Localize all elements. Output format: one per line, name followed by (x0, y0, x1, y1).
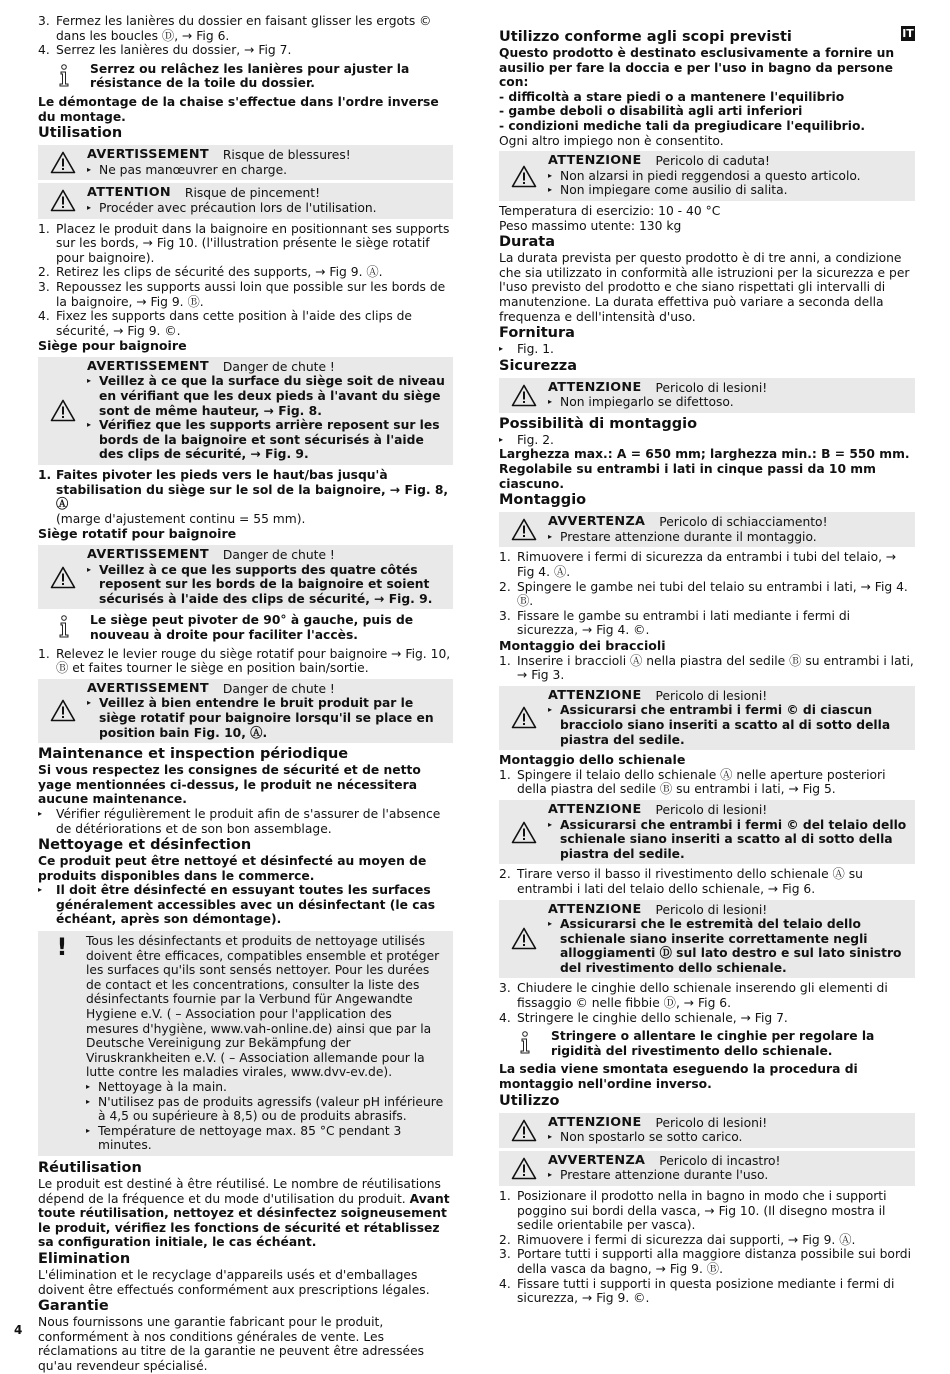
warning-triangle-icon (38, 148, 87, 177)
caution-box: ATTENZIONE Pericolo di lesioni! ▸ Non spostarlo se sotto carico. (499, 1113, 915, 1148)
warning-triangle-icon (38, 186, 87, 215)
warning-box: AVVERTENZA Pericolo di incastro! ▸ Prestare attenzione durante l'uso. (499, 1151, 915, 1186)
heading-montaggio: Montaggio (499, 492, 587, 509)
caution-box: ATTENTION Risque de pincement! ▸ Procéder avec précaution lors de l'utilisation. (38, 183, 453, 218)
list-item: 1. Rimuovere i fermi di sicurezza da entrambi i tubi del telaio, → Fig 4. Ⓐ. (499, 550, 897, 580)
language-tag: IT (902, 27, 914, 40)
warning-triangle-icon (499, 689, 548, 747)
heading-utilisation: Utilisation (38, 125, 123, 142)
caution-box: ATTENZIONE Pericolo di caduta! ▸ Non alzarsi in piedi reggendosi a questo articolo. ▸ Non impiegare come ausilio di salita. (499, 151, 915, 201)
heading-schienale: Montaggio dello schienale (499, 752, 686, 768)
list-item: 4. Stringere le cinghie dello schienale, → Fig 7. (499, 1010, 788, 1025)
exclamation-icon: ! (56, 933, 68, 962)
warning-box: AVERTISSEMENT Danger de chute ! ▸ Veillez à bien entendre le bruit produit par le siège rotatif pour baignoire lorsqu'il se place en position bain Fig. 10, Ⓐ. (38, 679, 453, 743)
caution-box: ATTENZIONE Pericolo di lesioni! ▸ Non impiegarlo se difettoso. (499, 378, 915, 413)
heading-sicurezza: Sicurezza (499, 357, 577, 374)
info-note: Le siège peut pivoter de 90° à gauche, puis de nouveau à droite pour faciliter l'accès. (38, 613, 453, 642)
list-item: 3. Repoussez les supports aussi loin que possible sur les bords de la baignoire, → Fig 9. Ⓑ. (38, 279, 446, 309)
list-item: 4. Fixez les supports dans cette position à l'aide des clips de sécurité, → Fig 9. ©. (38, 309, 413, 338)
french-column: 3. Fermez les lanières du dossier en faisant glisser les ergots © dans les boucles Ⓓ, → Fig 6. 4. Serrez les lanières du dossier, → Fig 7. Serrez ou relâchez les lanières pour ajuster la résistance de la toile du dossier. Le démontage de la chaise s'effectue dans l'ordre inverse du montage. Utilisation AVERTISSEMENT Risque de blessures! ▸ Ne pas manœuvrer en charge. ATTENTION Risque de pincement! ▸ Procéder avec précaution lors de l'utilisation. 1. Placez le produit dans la baignoire en positionnant ses supports sur les bords, → Fig 10. (l'illustration présente le siège rotatif pour baignoire). 2. Retirez les clips de sécurité des supports, → Fig 9. Ⓐ. 3. Repoussez les supports aussi loin que possible sur les bords de la baignoire, → Fig 9. Ⓑ. 4. Fixez les supports dans cette position à l'aide des clips de sécurité, → Fig 9. ©. Siège pour baignoire AVERTISSEMENT Danger de chute ! ▸ Veillez à ce que la surface du siège soit de niveau en vérifiant que les deux pieds à l'avant du siège sont de même hauteur, → Fig. 8. ▸ Vérifiez que les supports arrière reposent sur les bords de la baignoire et sont sécurisés à l'aide des clips de sécurité, → Fig. 9. 1. Faites pivoter les pieds vers le haut/bas jusqu'à stabilisation du siège sur le sol de la baignoire, → Fig. 8, Ⓐ (marge d'ajustement continu = 55 mm). Siège rotatif pour baignoire AVERTISSEMENT Danger de chute ! ▸ Veillez à ce que les supports des quatre côtés reposent sur les bords de la baignoire et soient sécurisés à l'aide des clips de sécurité, → Fig. 9. Le siège peut pivoter de 90° à gauche, puis de nouveau à droite pour faciliter l'accès. 1. Relevez le levier rouge du siège rotatif pour baignoire → Fig. 10, Ⓑ et faites tourner le siège en position bain/sortie. AVERTISSEMENT Danger de chute ! ▸ Veillez à bien entendre le bruit produit par le siège rotatif pour baignoire lorsqu'il se place en position bain Fig. 10, Ⓐ. Maintenance et inspection périodique Si vous respectez les consignes de sécurité et de netto yage mentionnées ci-dessus, le produit ne nécessitera aucune maintenance. ▸ Vérifier régulièrement le produit afin de s'assurer de l'absence de détériorations et de son bon assemblage. Nettoyage et désinfection Ce produit peut être nettoyé et désinfecté au moyen de produits disponibles dans le commerce. ▸ Il doit être désinfecté en essuyant toutes les surfaces généralement accessibles avec un désinfectant (le cas échéant, après son démontage). ! Tous les désinfectants et produits de nettoyage utilisés doivent être efficaces, compatibles ensemble et protéger les surfaces qu'ils sont sensés nettoyer. Pour les durées de contact et les concentrations, consulter la liste des désinfectants fournie par la Verbund für Angewandte Hygiene e.V. ( – Association pour l'application des mesures d'hygiène, www.vah-online.de) ainsi que par la Deutsche Vereinigung zur Bekämpfung der Viruskrankheiten e.V. ( – Association allemande pour la lutte contre les maladies virales, www.dvv-ev.de). ▸ Nettoyage à la main. ▸ N'utilisez pas de produits agressifs (valeur pH inférieure à 4,5 ou supérieure à 8,5) ou de produits abrasifs. ▸ Température de nettoyage max. 85 °C pendant 3 minutes. Réutilisation Le produit est destiné à être réutilisé. Le nombre de réutilisations dépend de la fréquence et du mode d'utilisation du produit. Avant toute réutilisation, nettoyez et désinfectez soigneusement le produit, vérifiez les fonctions de sécurité et rétablissez sa configuration initiale, le cas échéant. Elimination L'élimination et le recyclage d'appareils usés et d'emballages doivent être effectués conformément aux prescriptions légales. Garantie Nous fournissons une garantie fabricant pour le produit, conformément à nos conditions générales de vente. Les réclamations au titre de la garantie ne peuvent être adressées qu'au revendeur spécialisé. (38, 14, 453, 1374)
info-icon (38, 613, 90, 642)
list-item: 1. Posizionare il prodotto nella in bagno in modo che i supporti poggino sui bordi della vasca, → Fig 10. (Il disegno mostra il sedile orientabile per vasca). (499, 1189, 887, 1233)
list-item: 2. Retirez les clips de sécurité des supports, → Fig 9. Ⓐ. (38, 265, 383, 280)
heading-reutilisation: Réutilisation (38, 1159, 142, 1176)
warning-triangle-icon (499, 803, 548, 861)
caution-box: ATTENZIONE Pericolo di lesioni! ▸ Assicurarsi che entrambi i fermi © del telaio dello schienale siano inseriti a scatto al di sotto della piastra del sedile. (499, 800, 915, 864)
info-note: Stringere o allentare le cinghie per regolare la rigidità del rivestimento dello schienale. (499, 1029, 915, 1058)
warning-box: AVERTISSEMENT Danger de chute ! ▸ Veillez à ce que la surface du siège soit de niveau en vérifiant que les deux pieds à l'avant du siège sont de même hauteur, → Fig. 8. ▸ Vérifiez que les supports arrière reposent sur les bords de la baignoire et sont sécurisés à l'aide des clips de sécurité, → Fig. 9. (38, 357, 453, 465)
list-item: 4. Serrez les lanières du dossier, → Fig 7. (38, 43, 292, 58)
list-item: 1. Inserire i braccioli Ⓐ nella piastra del sedile Ⓑ su entrambi i lati, → Fig 3. (499, 653, 914, 683)
list-item: 3. Portare tutti i supporti alla maggiore distanza possibile sui bordi della vasca da bagno, → Fig 9. Ⓑ. (499, 1247, 912, 1276)
important-box: ! Tous les désinfectants et produits de nettoyage utilisés doivent être efficaces, compatibles ensemble et protéger les surfaces qu'ils sont sensés nettoyer. Pour les durées de contact et les concentrations, consulter la liste des désinfectants fournie par la Verbund für Angewandte Hygiene e.V. ( – Association pour l'application des mesures d'hygiène, www.vah-online.de) ainsi que par la Deutsche Vereinigung zur Bekämpfung der Viruskrankheiten e.V. ( – Association allemande pour la lutte contre les maladies virales, www.dvv-ev.de). ▸ Nettoyage à la main. ▸ N'utilisez pas de produits agressifs (valeur pH inférieure à 4,5 ou supérieure à 8,5) ou de produits abrasifs. ▸ Température de nettoyage max. 85 °C pendant 3 minutes. (38, 931, 453, 1156)
info-note: Serrez ou relâchez les lanières pour ajuster la résistance de la toile du dossier. (38, 62, 453, 91)
list-item: 2. Tirare verso il basso il rivestimento dello schienale Ⓐ su entrambi i lati del telaio dello schienale, → Fig 6. (499, 867, 863, 896)
warning-triangle-icon (499, 903, 548, 976)
heading-durata: Durata (499, 234, 556, 251)
disassembly-note: Le démontage de la chaise s'effectue dans l'ordre inverse du montage. (38, 94, 439, 124)
warning-triangle-icon (499, 1116, 548, 1145)
list-item: 2. Spingere le gambe nei tubi del telaio su entrambi i lati, → Fig 4. Ⓑ. (499, 579, 908, 609)
page-number: 4 (14, 1323, 23, 1337)
list-item: 1. Relevez le levier rouge du siège rotatif pour baignoire → Fig. 10, Ⓑ et faites tourner le siège en position bain/sortie. (38, 646, 451, 676)
heading-fornitura: Fornitura (499, 325, 575, 342)
italian-column: Utilizzo conforme agli scopi previsti Questo prodotto è destinato esclusivamente a fornire un ausilio per fare la doccia e per l'uso in bagno da persone con: - difficoltà a stare piedi o a mantenere l'equilibrio - gambe deboli o disabilità agli arti inferiori - condizioni mediche tali da pregiudicare l'equilibrio. Ogni altro impiego non è consentito. ATTENZIONE Pericolo di caduta! ▸ Non alzarsi in piedi reggendosi a questo articolo. ▸ Non impiegare come ausilio di salita. Temperatura di esercizio: 10 - 40 °C Peso massimo utente: 130 kg Durata La durata prevista per questo prodotto è di tre anni, a condizione che sia utilizzato in conformità alle istruzioni per la sicurezza e per l'uso previsto del prodotto e che siano rispettati gli intervalli di manutenzione. La durata effettiva può variare a seconda della frequenza e dell'intensità d'uso. Fornitura ▸ Fig. 1. Sicurezza ATTENZIONE Pericolo di lesioni! ▸ Non impiegarlo se difettoso. Possibilità di montaggio ▸ Fig. 2. Larghezza max.: A = 650 mm; larghezza min.: B = 550 mm. Regolabile su entrambi i lati in cinque passi da 10 mm ciascuno. Montaggio AVVERTENZA Pericolo di schiacciamento! ▸ Prestare attenzione durante il montaggio. 1. Rimuovere i fermi di sicurezza da entrambi i tubi del telaio, → Fig 4. Ⓐ. 2. Spingere le gambe nei tubi del telaio su entrambi i lati, → Fig 4. Ⓑ. 3. Fissare le gambe su entrambi i lati mediante i fermi di sicurezza, → Fig 4. ©. Montaggio dei braccioli 1. Inserire i braccioli Ⓐ nella piastra del sedile Ⓑ su entrambi i lati, → Fig 3. ATTENZIONE Pericolo di lesioni! ▸ Assicurarsi che entrambi i fermi © di ciascun bracciolo siano inseriti a scatto al di sotto della piastra del sedile. Montaggio dello schienale 1. Spingere il telaio dello schienale Ⓐ nelle aperture posteriori della piastra del sedile Ⓑ su entrambi i lati, → Fig 5. ATTENZIONE Pericolo di lesioni! ▸ Assicurarsi che entrambi i fermi © del telaio dello schienale siano inseriti a scatto al di sotto della piastra del sedile. 2. Tirare verso il basso il rivestimento dello schienale Ⓐ su entrambi i lati del telaio dello schienale, → Fig 6. ATTENZIONE Pericolo di lesioni! ▸ Assicurarsi che le estremità del telaio dello schienale siano inserite correttamente negli alloggiamenti Ⓓ sul lato destro e sul lato sinistro del rivestimento dello schienale. 3. Chiudere le cinghie dello schienale inserendo gli elementi di fissaggio © nelle fibbie Ⓓ, → Fig 6. 4. Stringere le cinghie dello schienale, → Fig 7. Stringere o allentare le cinghie per regolare la rigidità del rivestimento dello schienale. La sedia viene smontata eseguendo la procedura di montaggio nell'ordine inverso. Utilizzo ATTENZIONE Pericolo di lesioni! ▸ Non spostarlo se sotto carico. AVVERTENZA Pericolo di incastro! ▸ Prestare attenzione durante l'uso. 1. Posizionare il prodotto nella in bagno in modo che i supporti poggino sui bordi della vasca, → Fig 10. (Il disegno mostra il sedile orientabile per vasca). 2. Rimuovere i fermi di sicurezza dai supporti, → Fig 9. Ⓐ. 3. Portare tutti i supporti alla maggiore distanza possibile sui bordi della vasca da bagno, → Fig 9. Ⓑ. 4. Fissare tutti i supporti in questa posizione mediante i fermi di sicurezza, → Fig 9. ©. (499, 29, 914, 1306)
warning-triangle-icon (38, 548, 87, 606)
heading-utilizzo: Utilizzo (499, 1092, 560, 1109)
list-item: 1. Spingere il telaio dello schienale Ⓐ nelle aperture posteriori della piastra del sedile Ⓑ su entrambi i lati, → Fig 5. (499, 767, 886, 797)
heading-elimination: Elimination (38, 1250, 131, 1267)
heading-garantie: Garantie (38, 1298, 109, 1315)
warning-box: AVERTISSEMENT Risque de blessures! ▸ Ne pas manœuvrer en charge. (38, 145, 453, 180)
warning-triangle-icon (38, 360, 87, 462)
warning-triangle-icon (499, 381, 548, 410)
warning-triangle-icon (499, 1154, 548, 1183)
warning-triangle-icon (499, 515, 548, 544)
warning-triangle-icon (499, 154, 548, 198)
heading-siege-baignoire: Siège pour baignoire (38, 338, 187, 354)
caution-box: ATTENZIONE Pericolo di lesioni! ▸ Assicurarsi che entrambi i fermi © di ciascun bracciolo siano inseriti a scatto al di sotto della piastra del sedile. (499, 686, 915, 750)
heading-nettoyage: Nettoyage et désinfection (38, 837, 252, 854)
heading-braccioli: Montaggio dei braccioli (499, 638, 666, 653)
warning-box: AVERTISSEMENT Danger de chute ! ▸ Veillez à ce que les supports des quatre côtés reposent sur les bords de la baignoire et soient sécurisés à l'aide des clips de sécurité, → Fig. 9. (38, 545, 453, 609)
heading-possibilita: Possibilità di montaggio (499, 415, 698, 432)
info-icon (38, 62, 90, 91)
list-item: 4. Fissare tutti i supporti in questa posizione mediante i fermi di sicurezza, → Fig 9. ©. (499, 1276, 895, 1306)
caution-box: ATTENZIONE Pericolo di lesioni! ▸ Assicurarsi che le estremità del telaio dello schienale siano inserite correttamente negli alloggiamenti Ⓓ sul lato destro e sul lato sinistro del rivestimento dello schienale. (499, 900, 915, 979)
warning-triangle-icon (38, 682, 87, 740)
list-item: 3. Fissare le gambe su entrambi i lati mediante i fermi di sicurezza, → Fig 4. ©. (499, 608, 851, 638)
heading-utilizzo-conforme: Utilizzo conforme agli scopi previsti (499, 29, 792, 45)
warning-box: AVVERTENZA Pericolo di schiacciamento! ▸ Prestare attenzione durante il montaggio. (499, 512, 915, 547)
list-item: 2. Rimuovere i fermi di sicurezza dai supporti, → Fig 9. Ⓐ. (499, 1232, 856, 1247)
heading-maintenance: Maintenance et inspection périodique (38, 746, 349, 763)
list-item: 3. Chiudere le cinghie dello schienale inserendo gli elementi di fissaggio © nelle fibbie Ⓓ, → Fig 6. (499, 981, 888, 1011)
info-icon (499, 1029, 551, 1058)
list-item: 1. Faites pivoter les pieds vers le haut/bas jusqu'à stabilisation du siège sur le sol de la baignoire, → Fig. 8, Ⓐ (marge d'ajustement continu = 55 mm). (38, 468, 449, 526)
list-item: 1. Placez le produit dans la baignoire en positionnant ses supports sur les bords, → Fig 10. (l'illustration présente le siège rotatif pour baignoire). (38, 221, 450, 265)
list-item: 3. Fermez les lanières du dossier en faisant glisser les ergots © dans les boucles Ⓓ, → Fig 6. (38, 14, 432, 43)
heading-siege-rotatif: Siège rotatif pour baignoire (38, 526, 237, 542)
